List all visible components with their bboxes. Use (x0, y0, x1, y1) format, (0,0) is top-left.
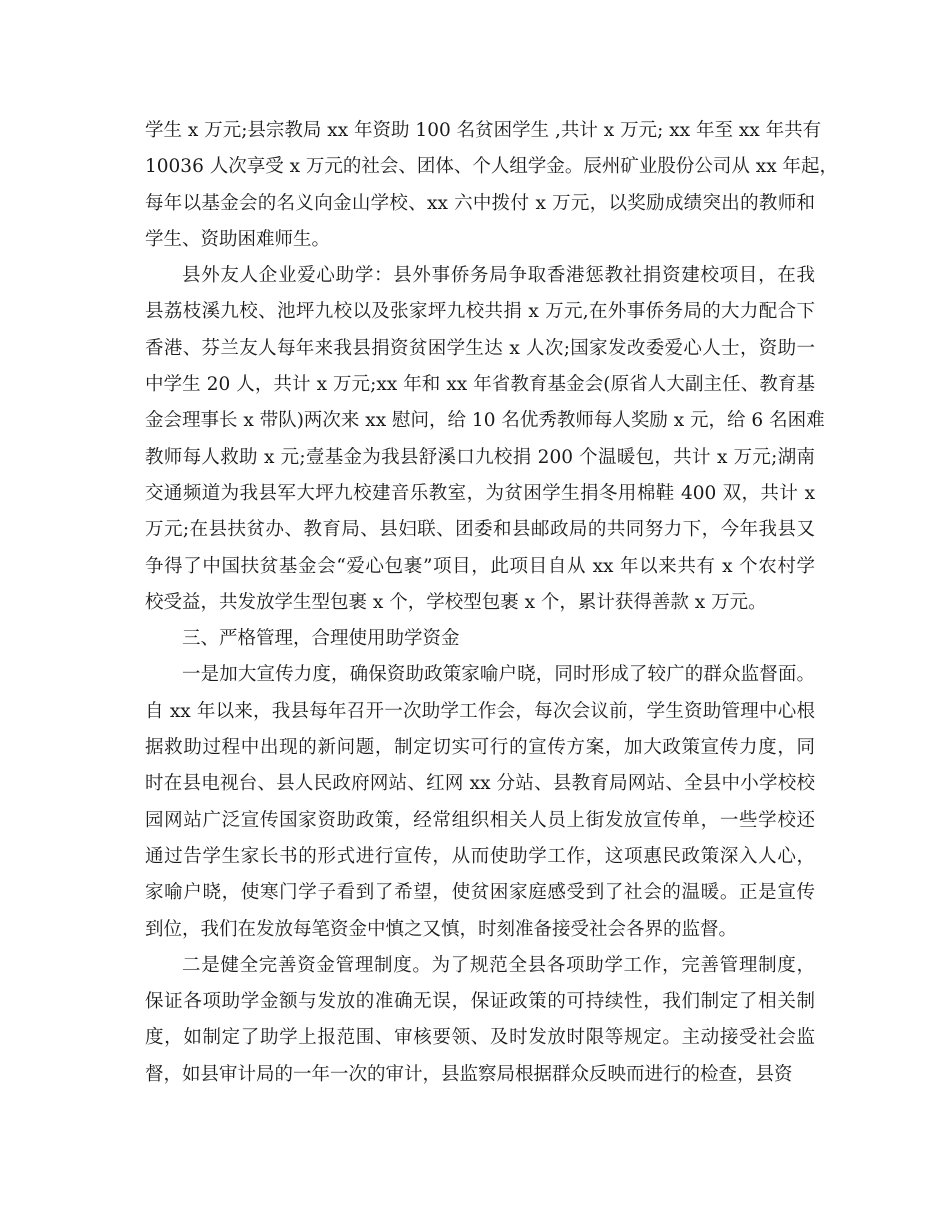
text-line: 据救助过程中出现的新问题，制定切实可行的宣传方案，加大政策宣传力度，同 (145, 737, 815, 759)
text-line: 到位，我们在发放每笔资金中慎之又慎，时刻准备接受社会各界的监督。 (145, 918, 738, 940)
paragraph-p3 (145, 621, 815, 657)
text-line: 县外友人企业爱心助学：县外事侨务局争取香港惩教社捐资建校项目，在我 (182, 265, 815, 287)
text-line: 学生、资助困难师生。 (145, 228, 331, 250)
text-line: 时在县电视台、县人民政府网站、红网 xx 分站、县教育局网站、全县中小学校校 (145, 773, 815, 795)
text-line: 县荔枝溪九校、池坪九校以及张家坪九校共捐 x 万元,在外事侨务局的大力配合下 (145, 301, 815, 323)
text-line: 一是加大宣传力度，确保资助政策家喻户晓，同时形成了较广的群众监督面。 (182, 664, 815, 686)
paragraph-p5 (145, 948, 815, 1093)
text-line: 10036 人次享受 x 万元的社会、团体、个人组学金。辰州矿业股份公司从 xx 年起， (145, 156, 839, 178)
paragraph-p4 (145, 657, 815, 947)
text-line: 校受益，共发放学生型包裹 x 个，学校型包裹 x 个，累计获得善款 x 万元。 (145, 591, 767, 613)
text-line: 自 xx 年以来，我县每年召开一次助学工作会，每次会议前，学生资助管理中心根 (145, 700, 815, 722)
paragraph-p2 (145, 258, 825, 621)
text-line: 家喻户晓，使寒门学子看到了希望，使贫困家庭感受到了社会的温暖。正是宣传 (145, 882, 815, 904)
text-line: 交通频道为我县军大坪九校建音乐教室，为贫困学生捐冬用棉鞋 400 双，共计 x (145, 482, 815, 504)
text-line: 教师每人救助 x 元;壹基金为我县舒溪口九校捐 200 个温暖包，共计 x 万元;湖南 (145, 446, 815, 468)
text-line: 每年以基金会的名义向金山学校、xx 六中拨付 x 万元，以奖励成绩突出的教师和 (145, 192, 815, 214)
text-line: 争得了中国扶贫基金会“爱心包裹”项目，此项目自从 xx 年以来共有 x 个农村学 (145, 555, 815, 577)
text-line: 园网站广泛宣传国家资助政策，经常组织相关人员上街发放宣传单，一些学校还 (145, 809, 815, 831)
text-line: 万元;在县扶贫办、教育局、县妇联、团委和县邮政局的共同努力下，今年我县又 (145, 519, 815, 541)
text-line: 金会理事长 x 带队)两次来 xx 慰问，给 10 名优秀教师每人奖励 x 元，给 6 名困难 (145, 410, 825, 432)
text-line: 保证各项助学金额与发放的准确无误，保证政策的可持续性，我们制定了相关制 (145, 991, 815, 1013)
document-body (145, 113, 839, 1093)
text-line: 三、严格管理，合理使用助学资金 (182, 628, 460, 650)
text-line: 度，如制定了助学上报范围、审核要领、及时发放时限等规定。主动接受社会监 (145, 1027, 815, 1049)
paragraph-p1 (145, 113, 839, 258)
text-line: 香港、芬兰友人每年来我县捐资贫困学生达 x 人次;国家发改委爱心人士，资助一 (145, 337, 815, 359)
text-line: 中学生 20 人，共计 x 万元;xx 年和 xx 年省教育基金会(原省人大副主任、教育基 (145, 374, 815, 396)
text-line: 学生 x 万元;县宗教局 xx 年资助 100 名贫困学生 ,共计 x 万元; xx 年至 xx 年共有 (145, 120, 822, 141)
text-line: 二是健全完善资金管理制度。为了规范全县各项助学工作，完善管理制度， (182, 954, 815, 976)
text-line: 通过告学生家长书的形式进行宣传，从而使助学工作，这项惠民政策深入人心， (145, 845, 815, 867)
text-line: 督，如县审计局的一年一次的审计，县监察局根据群众反映而进行的检查，县资 (145, 1063, 793, 1085)
